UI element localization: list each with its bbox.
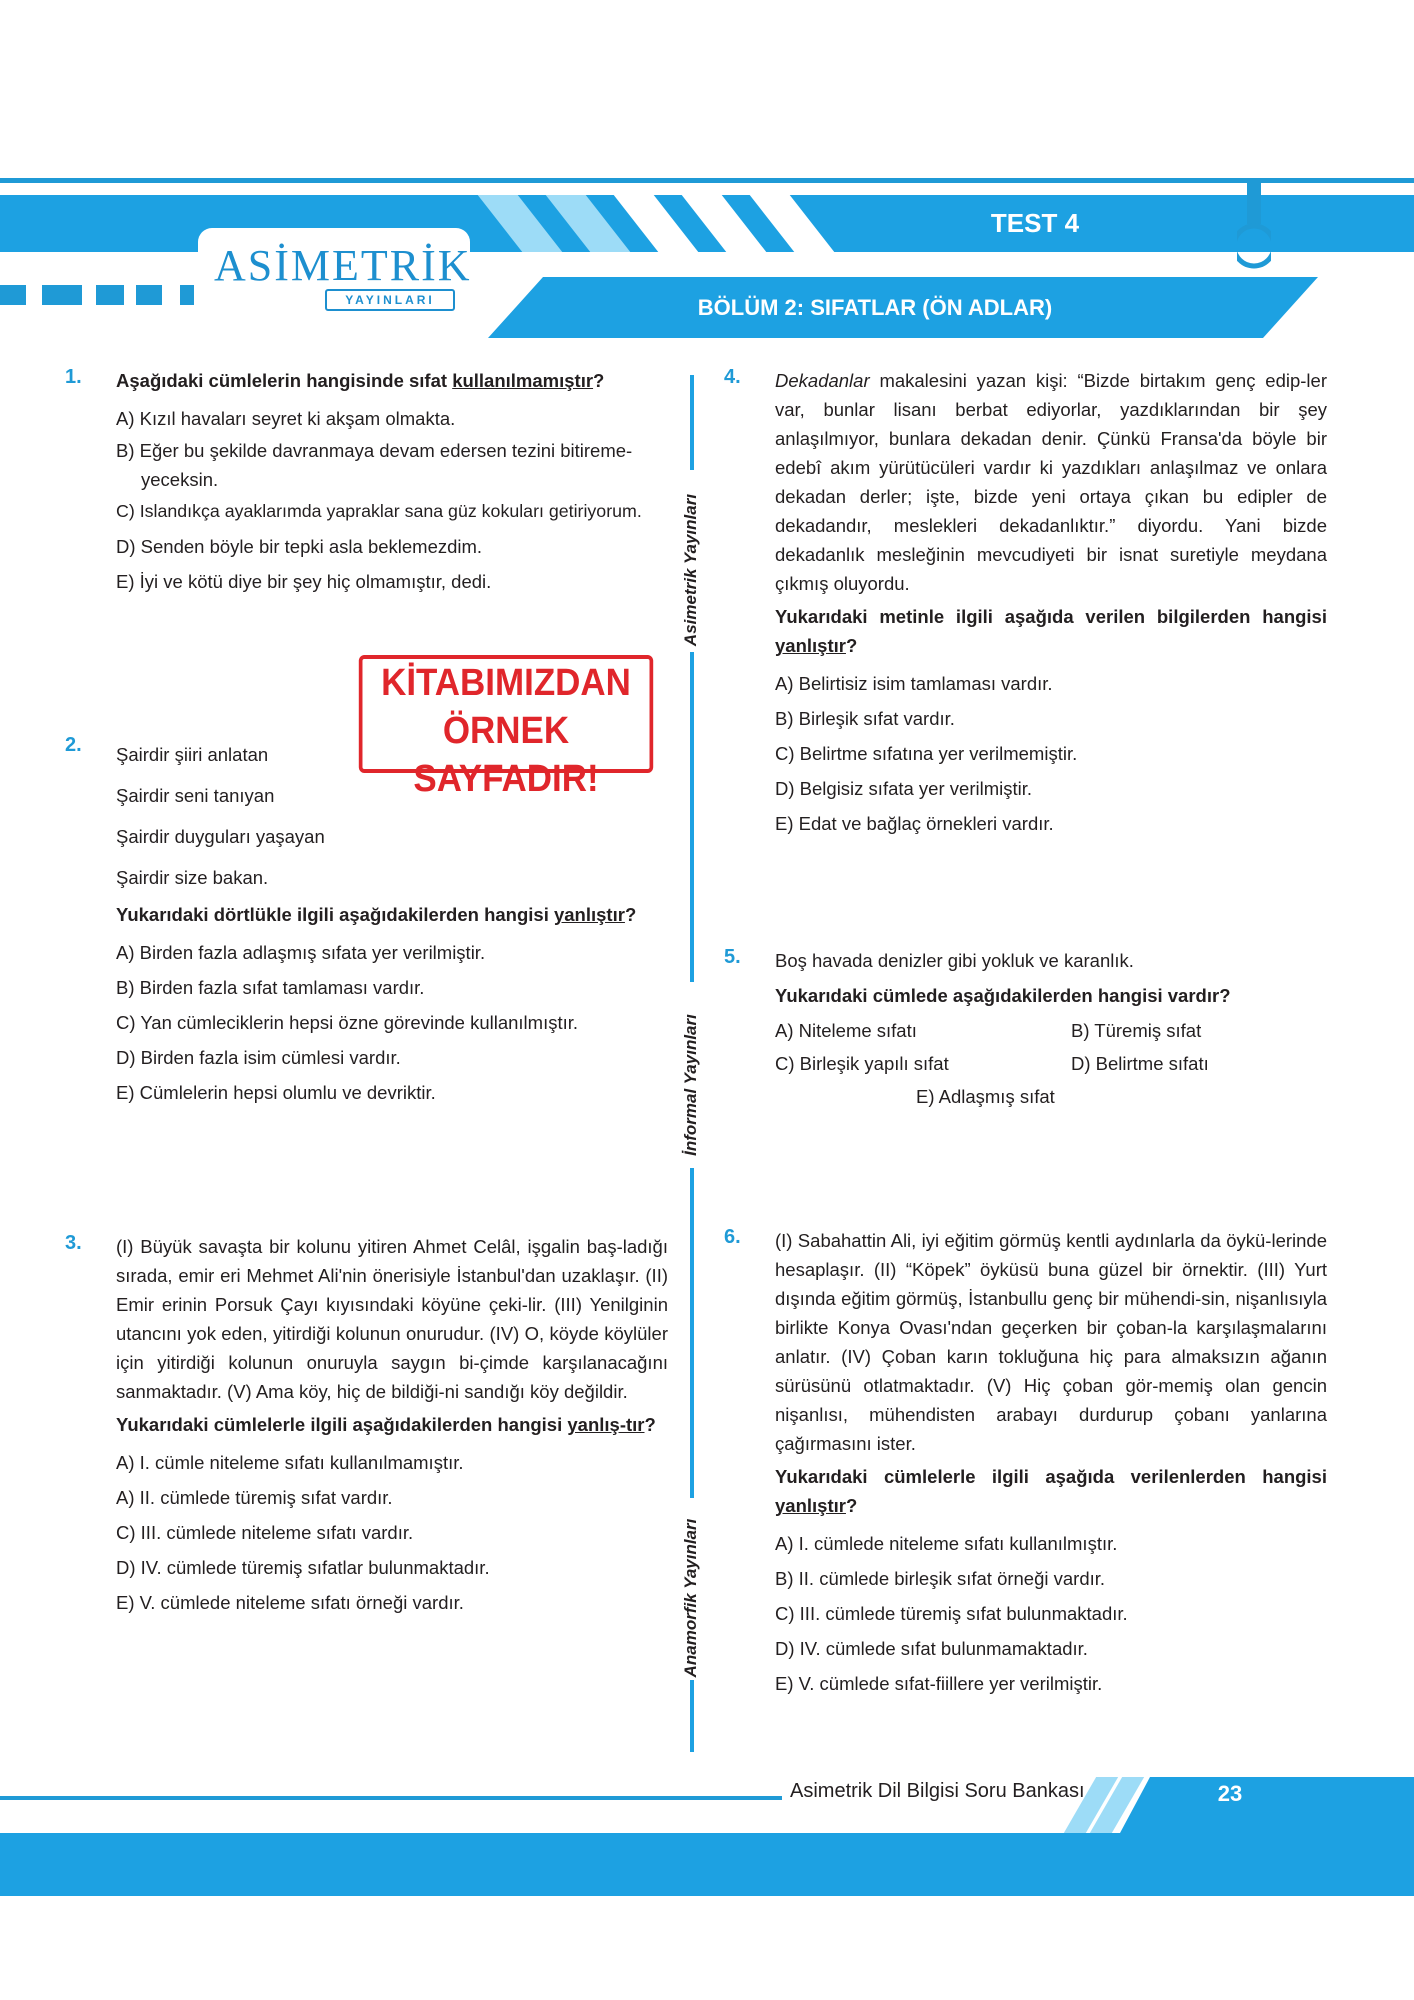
footer-line — [0, 1796, 782, 1800]
header-dash — [136, 285, 162, 305]
option: A) Birden fazla adlaşmış sıfata yer verilmiştir. — [116, 942, 486, 963]
option: D) Birden fazla isim cümlesi vardır. — [116, 1047, 401, 1068]
question-text: Boş havada denizler gibi yokluk ve karanlık. — [775, 950, 1134, 971]
header-top-line — [0, 178, 1414, 183]
test-label: TEST 4 — [990, 208, 1080, 238]
option: C) III. cümlede türemiş sıfat bulunmaktadır. — [775, 1603, 1128, 1624]
poem-line: Şairdir şiiri anlatan — [116, 744, 269, 765]
option: C) Islandıkça ayaklarımda yapraklar sana güz kokuları getiriyorum. — [116, 501, 642, 521]
question-4 — [775, 366, 1327, 841]
page-number: 23 — [1217, 1781, 1243, 1806]
question-text: (I) Büyük savaşta bir kolunu yitiren Ahmet Celâl, işgalin baş-ladığı sırada, emir eri Mehmet Ali'nin önerisiyle İstanbul'dan uzaklaşır. (II) Emir erinin Porsuk Çayı kıyısındaki köyüne çeki-lir. (III) Yenilginin utancını yok eden, yitirdiği kolunun onurudur. (IV) O, köyde köylüler için yitirdiği kolunun onuruyla saygın bi-çimde karşılanacağını sanmaktadır. (V) Ama köy, hiç de bildiği-ni sandığı köy değildir. — [116, 1236, 668, 1402]
question-1 — [116, 366, 676, 599]
footer-band — [0, 1833, 1414, 1896]
question-number: 3. — [65, 1232, 82, 1254]
poem-line: Şairdir duyguları yaşayan — [116, 826, 325, 847]
option: A) Kızıl havaları seyret ki akşam olmakta. — [116, 408, 456, 429]
question-text: Dekadanlar makalesini yazan kişi: “Bizde birtakım genç edip-ler var, bunlar lisanı berbat ediyorlar, yazdıklarından bir şey anlaşılmıyor, bunlara dekadan denir. Çünkü Fransa'da böyle bir edebî akım yürütücüleri vardır ki yazdıkları anlaşılmaz ve onlara dekadan derler; işte, bizde yeni ortaya çıkan bu edipler de dekadandır, meslekleri dekadanlıktır.” diyordu. Yani bizde dekadanlık mesleğinin mevcudiyeti bir isnat suretiyle meydana çıkmış oluyordu. — [775, 370, 1327, 594]
option: A) I. cümle niteleme sıfatı kullanılmamıştır. — [116, 1452, 464, 1473]
question-6 — [775, 1226, 1327, 1701]
option: E) Cümlelerin hepsi olumlu ve devriktir. — [116, 1082, 436, 1103]
option: C) Yan cümleciklerin hepsi özne görevinde kullanılmıştır. — [116, 1012, 579, 1033]
option: D) IV. cümlede türemiş sıfatlar bulunmaktadır. — [116, 1557, 490, 1578]
poem-line: Şairdir seni tanıyan — [116, 785, 275, 806]
question-number: 1. — [65, 366, 82, 388]
side-label: Anamorfik Yayınları — [681, 1518, 700, 1678]
question-3 — [116, 1232, 668, 1620]
logo-subtitle: YAYINLARI — [325, 289, 455, 311]
column-divider — [690, 375, 694, 470]
option: E) İyi ve kötü diye bir şey hiç olmamıştır, dedi. — [116, 571, 492, 592]
section-title: BÖLÜM 2: SIFATLAR (ÖN ADLAR) — [697, 295, 1053, 320]
option: B) Türemiş sıfat — [1071, 1020, 1202, 1041]
option: C) Belirtme sıfatına yer verilmemiştir. — [775, 743, 1078, 764]
option: C) III. cümlede niteleme sıfatı vardır. — [116, 1522, 414, 1543]
question-5 — [775, 946, 1327, 1116]
logo-text: ASİMETRİK — [214, 241, 472, 290]
option: B) Eğer bu şekilde davranmaya devam edersen tezini bitireme- — [116, 440, 633, 461]
header-dash — [42, 285, 82, 305]
poem-line: Şairdir size bakan. — [116, 867, 269, 888]
header-dash — [0, 285, 26, 305]
question-stem: Yukarıdaki dörtlükle ilgili aşağıdakilerden hangisi yanlıştır? — [116, 904, 637, 925]
option: B) Birden fazla sıfat tamlaması vardır. — [116, 977, 425, 998]
question-number: 6. — [724, 1226, 741, 1248]
option: yeceksin. — [141, 469, 219, 490]
column-divider — [690, 1168, 694, 1498]
question-stem: Yukarıdaki cümlelerle ilgili aşağıda verilenlerden hangisi yanlıştır? — [775, 1466, 1327, 1516]
book-title: Asimetrik Dil Bilgisi Soru Bankası — [790, 1780, 1085, 1802]
column-divider — [690, 652, 694, 982]
hanger-hook-icon — [1237, 180, 1271, 270]
option: E) V. cümlede niteleme sıfatı örneği vardır. — [116, 1592, 464, 1613]
header-dash — [180, 285, 194, 305]
option: B) II. cümlede birleşik sıfat örneği vardır. — [775, 1568, 1106, 1589]
option: D) IV. cümlede sıfat bulunmamaktadır. — [775, 1638, 1088, 1659]
question-number: 4. — [724, 366, 741, 388]
option: E) Edat ve bağlaç örnekleri vardır. — [775, 813, 1054, 834]
option: C) Birleşik yapılı sıfat — [775, 1053, 949, 1074]
option: B) Birleşik sıfat vardır. — [775, 708, 955, 729]
page-number-box — [1120, 1777, 1414, 1833]
option: D) Belgisiz sıfata yer verilmiştir. — [775, 778, 1032, 799]
option: D) Belirtme sıfatı — [1071, 1053, 1209, 1074]
option: A) Belirtisiz isim tamlaması vardır. — [775, 673, 1053, 694]
option: E) V. cümlede sıfat-fiillere yer verilmiştir. — [775, 1673, 1103, 1694]
column-divider — [690, 1680, 694, 1752]
question-stem: Aşağıdaki cümlelerin hangisinde sıfat kullanılmamıştır? — [116, 370, 605, 391]
option: E) Adlaşmış sıfat — [916, 1086, 1055, 1107]
option: A) II. cümlede türemiş sıfat vardır. — [116, 1487, 393, 1508]
question-number: 2. — [65, 734, 82, 756]
sample-page-stamp: KİTABIMIZDAN ÖRNEK SAYFADIR! — [359, 655, 653, 773]
question-2 — [116, 734, 676, 1110]
side-label: İnformal Yayınları — [681, 1014, 700, 1156]
question-stem: Yukarıdaki metinle ilgili aşağıda verilen bilgilerden hangisi yanlıştır? — [775, 606, 1327, 656]
question-stem: Yukarıdaki cümlede aşağıdakilerden hangisi vardır? — [775, 985, 1231, 1006]
question-number: 5. — [724, 946, 741, 968]
question-stem: Yukarıdaki cümlelerle ilgili aşağıdakilerden hangisi yanlış-tır? — [116, 1414, 656, 1435]
question-text: (I) Sabahattin Ali, iyi eğitim görmüş kentli aydınlarla da öykü-lerinde hesaplaşır. (II) “Köpek” öyküsü buna güzel bir örnektir. (III) Yurt dışında eğitim görmüş, İstanbullu genç bir mühendi-sin, nişanlısıyla birlikte Konya Ovası'ndan geçerken bir çoban-la karşılaşmalarını anlatır. (IV) Çoban karın tokluğuna hiç para almaksızın ağanın sürüsünü otlatmaktadır. (V) Hiç çoban gör-memiş olan gencin nişanlısı, mühendisten arabayı durdurup çobanı yanlarına çağırmasını ister. — [775, 1230, 1327, 1454]
side-label: Asimetrik Yayınları — [681, 493, 700, 647]
option: D) Senden böyle bir tepki asla beklemezdim. — [116, 536, 483, 557]
header-dash — [96, 285, 124, 305]
option: A) I. cümlede niteleme sıfatı kullanılmıştır. — [775, 1533, 1118, 1554]
option: A) Niteleme sıfatı — [775, 1020, 917, 1041]
